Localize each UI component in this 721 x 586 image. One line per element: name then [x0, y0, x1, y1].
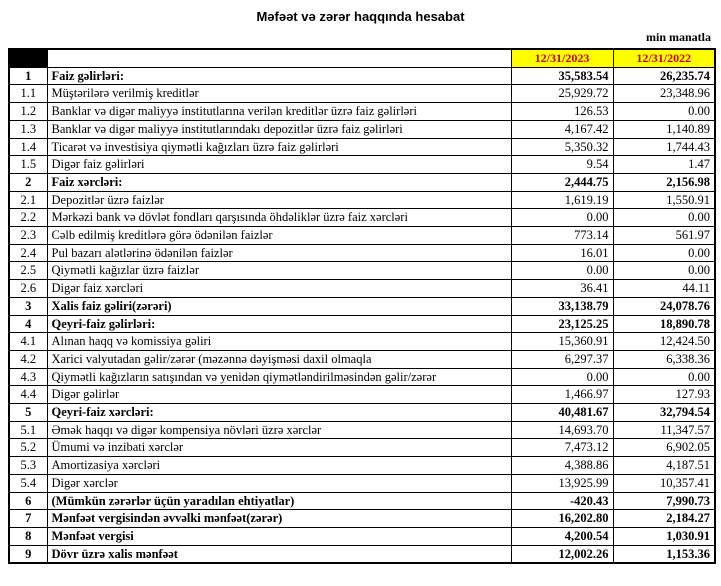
- value-2023: 1,466.97: [511, 386, 613, 404]
- table-row: [9, 103, 715, 121]
- value-2022: 1,744.43: [613, 138, 715, 156]
- row-label: Mərkəzi bank və dövlət fondları qarşısında öhdəliklər üzrə faiz xərcləri: [47, 209, 511, 227]
- value-2023: 23,125.25: [511, 315, 613, 333]
- value-2022: 32,794.54: [613, 404, 715, 422]
- value-2023: 773.14: [511, 227, 613, 245]
- table-row: [9, 156, 715, 174]
- row-label: Cəlb edilmiş kreditlərə görə ödənilən faizlər: [47, 227, 511, 245]
- row-label: Qiymətli kağızlar üzrə faizlər: [47, 262, 511, 280]
- row-label: Amortizasiya xərcləri: [47, 457, 511, 475]
- value-2022: 127.93: [613, 386, 715, 404]
- value-2023: 1,619.19: [511, 191, 613, 209]
- row-number: 3: [9, 297, 47, 315]
- row-number: 2.6: [9, 280, 47, 298]
- value-2023: 4,167.42: [511, 120, 613, 138]
- value-2022: 1.47: [613, 156, 715, 174]
- row-label: Mənfəət vergisi: [47, 527, 511, 545]
- table-row: [9, 209, 715, 227]
- row-number: 4: [9, 315, 47, 333]
- row-label: (Mümkün zərərlər üçün yaradılan ehtiyatlar): [47, 492, 511, 510]
- table-row: [9, 457, 715, 475]
- row-number: 1.3: [9, 120, 47, 138]
- table-row: [9, 439, 715, 457]
- row-label: Digər faiz gəlirləri: [47, 156, 511, 174]
- value-2023: 0.00: [511, 209, 613, 227]
- row-number: 4.3: [9, 368, 47, 386]
- table-row: [9, 297, 715, 315]
- value-2023: 35,583.54: [511, 67, 613, 85]
- row-number: 1.2: [9, 103, 47, 121]
- row-label: Faiz gəlirləri:: [47, 67, 511, 85]
- value-2022: 11,347.57: [613, 421, 715, 439]
- row-label: Faiz xərcləri:: [47, 173, 511, 191]
- row-label: Qeyri-faiz xərcləri:: [47, 404, 511, 422]
- table-row: [9, 315, 715, 333]
- value-2022: 6,338.36: [613, 350, 715, 368]
- row-label: Digər xərclər: [47, 474, 511, 492]
- value-2022: 1,030.91: [613, 527, 715, 545]
- row-number: 8: [9, 527, 47, 545]
- row-label: Qeyri-faiz gəlirləri:: [47, 315, 511, 333]
- report-title: Məfəət və zərər haqqında hesabat: [256, 9, 465, 24]
- value-2022: 0.00: [613, 103, 715, 121]
- table-row: [9, 333, 715, 351]
- row-number: 5: [9, 404, 47, 422]
- value-2023: 5,350.32: [511, 138, 613, 156]
- unit-note: min manatla: [645, 30, 711, 44]
- value-2023: 25,929.72: [511, 85, 613, 103]
- table-row: [9, 527, 715, 545]
- value-2022: 0.00: [613, 262, 715, 280]
- table-row: [9, 120, 715, 138]
- value-2023: 16,202.80: [511, 510, 613, 528]
- row-label: Ticarət və investisiya qiymətli kağızları üzrə faiz gəlirləri: [47, 138, 511, 156]
- value-2022: 18,890.78: [613, 315, 715, 333]
- table-row: [9, 67, 715, 85]
- value-2022: 561.97: [613, 227, 715, 245]
- row-label: Depozitlər üzrə faizlər: [47, 191, 511, 209]
- value-2023: 33,138.79: [511, 297, 613, 315]
- value-2022: 4,187.51: [613, 457, 715, 475]
- value-2023: 4,388.86: [511, 457, 613, 475]
- pnl-table: [8, 48, 716, 564]
- row-number: 6: [9, 492, 47, 510]
- row-label: Digər gəlirlər: [47, 386, 511, 404]
- table-row: [9, 368, 715, 386]
- value-2022: 26,235.74: [613, 67, 715, 85]
- value-2023: 36.41: [511, 280, 613, 298]
- value-2023: 15,360.91: [511, 333, 613, 351]
- value-2022: 23,348.96: [613, 85, 715, 103]
- value-2022: 1,153.36: [613, 545, 715, 563]
- value-2023: 9.54: [511, 156, 613, 174]
- row-label: Xalis faiz gəliri(zərəri): [47, 297, 511, 315]
- value-2022: 7,990.73: [613, 492, 715, 510]
- value-2023: 2,444.75: [511, 173, 613, 191]
- row-number: 1.1: [9, 85, 47, 103]
- row-number: 9: [9, 545, 47, 563]
- table-row: [9, 244, 715, 262]
- row-number: 1.5: [9, 156, 47, 174]
- row-number: 7: [9, 510, 47, 528]
- table-row: [9, 191, 715, 209]
- table-row: [9, 85, 715, 103]
- table-row: [9, 510, 715, 528]
- row-label: Xarici valyutadan gəlir/zərər (məzənnə dəyişməsi daxil olmaqla: [47, 350, 511, 368]
- row-number: 2.5: [9, 262, 47, 280]
- value-2022: 2,184.27: [613, 510, 715, 528]
- value-2022: 10,357.41: [613, 474, 715, 492]
- value-2022: 0.00: [613, 209, 715, 227]
- value-2023: 7,473.12: [511, 439, 613, 457]
- value-2022: 0.00: [613, 368, 715, 386]
- row-label: Dövr üzrə xalis mənfəət: [47, 545, 511, 563]
- row-number: 5.4: [9, 474, 47, 492]
- table-row: [9, 138, 715, 156]
- row-label: Əmək haqqı və digər kompensiya növləri üzrə xərclər: [47, 421, 511, 439]
- row-number: 5.1: [9, 421, 47, 439]
- row-number: 2: [9, 173, 47, 191]
- table-row: [9, 545, 715, 563]
- table-row: [9, 227, 715, 245]
- table-row: [9, 404, 715, 422]
- value-2022: 1,140.89: [613, 120, 715, 138]
- row-number: 1: [9, 67, 47, 85]
- table-row: [9, 280, 715, 298]
- value-2023: 14,693.70: [511, 421, 613, 439]
- value-2022: 6,902.05: [613, 439, 715, 457]
- table-row: [9, 421, 715, 439]
- corner-cell: [9, 49, 47, 67]
- row-number: 1.4: [9, 138, 47, 156]
- row-number: 5.3: [9, 457, 47, 475]
- header-row: [9, 49, 715, 67]
- col-header-2023: 12/31/2023: [511, 49, 613, 67]
- row-label: Mənfəət vergisindən əvvəlki mənfəət(zərər): [47, 510, 511, 528]
- table-row: [9, 386, 715, 404]
- value-2023: 0.00: [511, 262, 613, 280]
- table-row: [9, 262, 715, 280]
- row-label: Müştərilərə verilmiş kreditlər: [47, 85, 511, 103]
- table-row: [9, 474, 715, 492]
- value-2023: 126.53: [511, 103, 613, 121]
- row-number: 5.2: [9, 439, 47, 457]
- value-2023: 4,200.54: [511, 527, 613, 545]
- value-2023: 16.01: [511, 244, 613, 262]
- row-label: Pul bazarı alətlərinə ödənilən faizlər: [47, 244, 511, 262]
- table-row: [9, 173, 715, 191]
- value-2023: -420.43: [511, 492, 613, 510]
- row-label: Digər faiz xərcləri: [47, 280, 511, 298]
- row-number: 4.2: [9, 350, 47, 368]
- value-2022: 44.11: [613, 280, 715, 298]
- row-label: Qiymətli kağızların satışından və yenidən qiymətləndirilməsindən gəlir/zərər: [47, 368, 511, 386]
- value-2022: 24,078.76: [613, 297, 715, 315]
- row-number: 2.2: [9, 209, 47, 227]
- row-label: Ümumi və inzibati xərclər: [47, 439, 511, 457]
- table-row: [9, 492, 715, 510]
- value-2023: 6,297.37: [511, 350, 613, 368]
- row-number: 2.4: [9, 244, 47, 262]
- value-2023: 0.00: [511, 368, 613, 386]
- value-2022: 0.00: [613, 244, 715, 262]
- row-number: 2.3: [9, 227, 47, 245]
- value-2023: 12,002.26: [511, 545, 613, 563]
- row-number: 4.1: [9, 333, 47, 351]
- label-header-cell: [47, 49, 511, 67]
- col-header-2022: 12/31/2022: [613, 49, 715, 67]
- table-row: [9, 350, 715, 368]
- value-2023: 13,925.99: [511, 474, 613, 492]
- value-2022: 12,424.50: [613, 333, 715, 351]
- value-2023: 40,481.67: [511, 404, 613, 422]
- row-label: Alınan haqq və komissiya gəliri: [47, 333, 511, 351]
- row-number: 4.4: [9, 386, 47, 404]
- value-2022: 2,156.98: [613, 173, 715, 191]
- value-2022: 1,550.91: [613, 191, 715, 209]
- row-label: Banklar və digər maliyyə institutlarına verilən kreditlər üzrə faiz gəlirləri: [47, 103, 511, 121]
- table-body: [9, 67, 715, 563]
- row-number: 2.1: [9, 191, 47, 209]
- row-label: Banklar və digər maliyyə institutlarındakı depozitlər üzrə faiz gəlirləri: [47, 120, 511, 138]
